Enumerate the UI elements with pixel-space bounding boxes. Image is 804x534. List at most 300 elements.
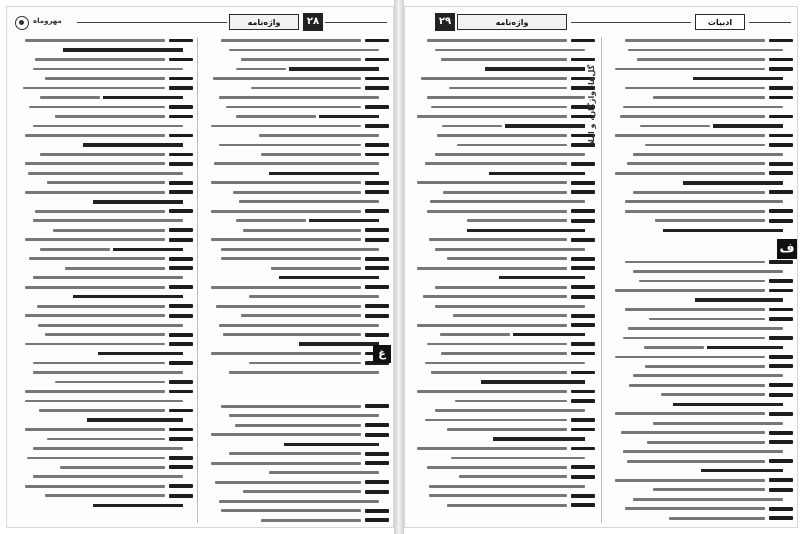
entry-headword [169,77,193,81]
entry-headword [769,355,793,359]
glossary-entry-line [203,94,379,101]
glossary-entry-line [607,363,793,370]
glossary-entry-line [203,160,379,167]
glossary-entry-line [607,268,783,275]
entry-definition-text [33,276,183,279]
entry-definition-text [25,134,165,137]
right-page [404,6,798,528]
entry-headword [769,279,793,283]
entry-definition-text [625,210,765,213]
entry-definition-text [457,144,567,147]
glossary-entry-line [203,422,389,429]
glossary-entry-line [203,403,389,410]
glossary-entry-line [13,388,193,395]
entry-definition-text [211,238,361,241]
glossary-entry-line [607,113,793,120]
glossary-entry-line [413,454,585,461]
entry-definition-text [625,308,765,311]
glossary-entry-line [203,284,389,291]
entry-headword [769,86,793,90]
entry-headword [769,260,793,264]
glossary-entry-line [203,293,379,300]
entry-definition-text [219,144,361,147]
entry-example-text [98,352,183,355]
entry-headword [571,314,595,318]
glossary-entry-line [413,331,585,338]
glossary-entry-line [203,179,389,186]
glossary-entry-line [607,217,793,224]
glossary-entry-line [413,141,595,148]
entry-headword [571,323,595,327]
entry-definition-text [221,405,361,408]
entry-definition-text [40,248,110,251]
entry-definition-text [37,305,165,308]
entry-definition-text [214,162,379,165]
entry-definition-text [425,162,567,165]
glossary-entry-line [413,236,595,243]
entry-headword [769,459,793,463]
entry-example-text [113,248,183,251]
entry-definition-text [38,324,183,327]
entry-definition-text [615,412,765,415]
entry-definition-text [627,460,765,463]
glossary-entry-line [413,179,595,186]
entry-definition-text [221,509,361,512]
entry-headword [769,412,793,416]
glossary-entry-line [13,46,183,53]
glossary-entry-line [413,492,595,499]
entry-definition-text [261,519,361,522]
entry-definition-text [435,409,585,412]
entry-headword [365,518,389,522]
glossary-entry-line [413,37,595,44]
glossary-entry-line [413,435,585,442]
entry-definition-text [55,115,165,118]
entry-headword [769,440,793,444]
entry-definition-text [669,517,765,520]
entry-definition-text [653,422,783,425]
entry-definition-text [615,172,765,175]
entry-headword [571,428,595,432]
glossary-entry-line [203,189,389,196]
glossary-entry-line [203,303,389,310]
glossary-entry-line [413,94,585,101]
glossary-entry-line [13,94,183,101]
entry-headword [169,390,193,394]
entry-headword [571,465,595,469]
entry-definition-text [211,125,361,128]
glossary-entry-line [203,322,379,329]
brand-name: مهروماه [33,17,62,25]
entry-headword [169,181,193,185]
entry-headword [769,308,793,312]
glossary-entry-line [413,227,585,234]
entry-headword [571,162,595,166]
right-page-header [405,13,799,31]
entry-definition-text [47,438,165,441]
entry-definition-text [417,115,567,118]
entry-headword [571,503,595,507]
entry-headword [571,58,595,62]
entry-definition-text [625,507,765,510]
entry-definition-text [236,115,316,118]
entry-example-text [279,276,379,279]
glossary-entry-line [413,274,585,281]
glossary-entry-line [413,445,595,452]
entry-definition-text [29,106,165,109]
entry-headword [365,86,389,90]
glossary-entry-line [13,179,193,186]
entry-example-text [93,504,183,507]
entry-definition-text [628,49,783,52]
glossary-entry-line [203,151,389,158]
glossary-entry-line [203,517,389,523]
entry-headword [365,333,389,337]
glossary-entry-line [203,65,379,72]
entry-definition-text [25,400,183,403]
entry-definition-text [625,39,765,42]
glossary-entry-line [607,315,793,322]
entry-definition-text [431,106,567,109]
glossary-entry-line [413,350,595,357]
glossary-entry-line [203,507,389,514]
entry-definition-text [229,452,361,455]
entry-definition-text [429,494,567,497]
entry-definition-text [627,162,765,165]
entry-headword [169,209,193,213]
entry-definition-text [223,333,361,336]
entry-headword [169,342,193,346]
entry-definition-text [639,280,765,283]
entry-definition-text [271,267,361,270]
entry-headword [769,219,793,223]
glossary-entry-line [13,65,183,72]
glossary-entry-line [607,122,783,129]
entry-definition-text [213,77,361,80]
glossary-entry-line [13,331,193,338]
glossary-entry-line [13,227,193,234]
glossary-entry-line [13,208,193,215]
entry-headword [365,266,389,270]
entry-headword [769,162,793,166]
glossary-entry-line [203,46,379,53]
glossary-entry-line [607,334,793,341]
glossary-entry-line [13,246,183,253]
glossary-entry-line [607,37,793,44]
entry-headword [769,393,793,397]
entry-headword [769,289,793,293]
entry-headword [769,488,793,492]
glossary-entry-line [13,265,193,272]
entry-definition-text [647,441,765,444]
entry-headword [769,115,793,119]
glossary-entry-line [413,293,595,300]
entry-definition-text [25,343,165,346]
entry-definition-text [623,106,783,109]
entry-definition-text [261,153,361,156]
entry-headword [169,428,193,432]
entry-definition-text [455,400,567,403]
glossary-entry-line [413,426,595,433]
entry-headword [769,209,793,213]
entry-definition-text [45,77,165,80]
glossary-entry-line [203,75,389,82]
glossary-entry-line [13,454,193,461]
entry-definition-text [55,381,165,384]
glossary-entry-line [607,46,783,53]
entry-definition-text [615,68,765,71]
entry-definition-text [437,134,567,137]
entry-definition-text [60,466,165,469]
glossary-entry-line [13,407,193,414]
glossary-entry-line [607,401,783,408]
entry-example-text [693,77,783,80]
entry-definition-text [633,191,765,194]
entry-headword [365,480,389,484]
glossary-entry-line [203,265,389,272]
entry-headword [365,77,389,81]
entry-definition-text [241,314,361,317]
entry-definition-text [25,485,165,488]
entry-headword [365,124,389,128]
entry-headword [365,433,389,437]
glossary-entry-line [13,170,183,177]
entry-headword [169,228,193,232]
glossary-entry-line [607,151,783,158]
glossary-entry-line [13,322,183,329]
entry-definition-text [235,424,361,427]
glossary-entry-line [13,255,193,262]
glossary-entry-line [413,198,585,205]
entry-definition-text [429,485,585,488]
entry-definition-text [417,390,567,393]
header-rule [325,22,387,23]
entry-definition-text [625,87,765,90]
entry-definition-text [633,498,783,501]
entry-headword [169,456,193,460]
entry-definition-text [451,457,585,460]
entry-definition-text [442,125,502,128]
entry-definition-text [33,68,183,71]
entry-definition-text [45,333,165,336]
entry-example-text [83,143,183,146]
entry-definition-text [215,481,361,484]
entry-example-text [513,333,585,336]
entry-headword [571,494,595,498]
glossary-entry-line [413,65,585,72]
entry-headword [571,238,595,242]
entry-definition-text [229,414,379,417]
glossary-entry-line [203,488,389,495]
entry-headword [571,390,595,394]
page-title: واژه‌نامه [457,14,567,30]
glossary-entry-line [203,141,389,148]
entry-example-text [485,67,585,70]
entry-headword [365,153,389,157]
entry-headword [769,190,793,194]
entry-headword [571,39,595,43]
entry-definition-text [249,362,361,365]
entry-headword [365,304,389,308]
entry-example-text [481,380,585,383]
entry-definition-text [625,261,765,264]
entry-definition-text [633,153,783,156]
glossary-entry-line [13,113,193,120]
entry-definition-text [219,96,379,99]
glossary-entry-line [607,94,793,101]
entry-definition-text [33,362,165,365]
entry-headword [169,380,193,384]
entry-headword [365,423,389,427]
entry-headword [769,58,793,62]
glossary-entry-line [413,322,595,329]
glossary-entry-line [413,388,595,395]
entry-headword [365,490,389,494]
entry-definition-text [435,305,585,308]
entry-definition-text [211,462,361,465]
glossary-entry-line [203,369,379,376]
entry-definition-text [645,144,765,147]
glossary-entry-line [413,303,585,310]
glossary-entry-line [13,369,183,376]
section-letter-badge: غ [373,345,391,363]
entry-definition-text [211,210,361,213]
glossary-entry-line [413,56,595,63]
glossary-entry-line [203,350,389,357]
glossary-entry-line [607,65,793,72]
entry-definition-text [615,134,765,137]
glossary-entry-line [607,448,783,455]
entry-definition-text [649,318,765,321]
entry-headword [769,383,793,387]
entry-headword [365,509,389,513]
glossary-entry-line [203,341,379,348]
entry-definition-text [251,87,361,90]
entry-definition-text [623,337,765,340]
glossary-entry-line [607,160,793,167]
entry-definition-text [620,115,765,118]
entry-definition-text [644,346,704,349]
glossary-entry-line [13,37,193,44]
glossary-entry-line [13,492,193,499]
glossary-entry-line [607,277,793,284]
glossary-entry-line [203,460,389,467]
section-tab: ادبیات [695,14,745,30]
entry-definition-text [269,471,379,474]
glossary-entry-line [413,407,585,414]
entry-example-text [103,96,183,99]
entry-definition-text [221,39,361,42]
entry-definition-text [221,257,361,260]
entry-definition-text [243,490,361,493]
entry-headword [571,371,595,375]
entry-definition-text [45,494,165,497]
glossary-entry-line [203,359,389,366]
entry-headword [169,361,193,365]
glossary-entry-line [203,227,389,234]
entry-definition-text [25,286,165,289]
entry-definition-text [29,257,165,260]
entry-headword [365,58,389,62]
entry-definition-text [53,229,165,232]
glossary-entry-line [607,486,793,493]
glossary-entry-line [413,397,595,404]
entry-headword [169,484,193,488]
glossary-entry-line [413,46,585,53]
entry-definition-text [425,419,567,422]
entry-definition-text [229,371,379,374]
entry-definition-text [425,362,585,365]
glossary-entry-line [413,170,585,177]
entry-example-text [309,219,379,222]
entry-headword [169,105,193,109]
glossary-entry-line [413,113,595,120]
glossary-entry-line [13,445,183,452]
entry-definition-text [621,431,765,434]
entry-definition-text [637,58,765,61]
entry-headword [169,86,193,90]
entry-definition-text [229,49,379,52]
entry-definition-text [435,153,585,156]
glossary-entry-line [203,378,389,400]
glossary-entry-line [607,420,783,427]
entry-definition-text [33,447,183,450]
glossary-entry-line [413,502,595,509]
entry-headword [169,304,193,308]
entry-headword [169,190,193,194]
glossary-entry-line [413,483,585,490]
entry-headword [571,295,595,299]
glossary-entry-line [607,429,793,436]
glossary-column [413,37,595,523]
glossary-entry-line [13,217,183,224]
glossary-entry-line [607,141,793,148]
glossary-entry-line [203,469,379,476]
glossary-entry-line [13,502,183,509]
glossary-entry-line [607,353,793,360]
column-divider [197,37,198,523]
entry-headword [365,257,389,261]
glossary-entry-line [413,208,595,215]
glossary-column [203,37,389,523]
glossary-entry-line [607,505,793,512]
glossary-entry-line [13,75,193,82]
entry-headword [365,228,389,232]
glossary-entry-line [607,287,793,294]
entry-example-text [707,346,783,349]
glossary-entry-line [13,160,193,167]
glossary-entry-line [607,325,783,332]
entry-example-text [489,172,585,175]
entry-example-text [713,124,783,127]
glossary-entry-line [203,274,379,281]
entry-definition-text [243,229,361,232]
entry-headword [169,153,193,157]
glossary-entry-line [607,258,793,265]
glossary-entry-line [13,122,183,129]
glossary-entry-line [607,477,793,484]
glossary-entry-line [13,483,193,490]
entry-definition-text [211,286,361,289]
glossary-entry-line [607,344,783,351]
glossary-entry-line [413,75,595,82]
glossary-entry-line [607,56,793,63]
entry-definition-text [417,267,567,270]
page-number: ۲۸ [303,13,323,31]
glossary-entry-line [13,378,193,385]
glossary-entry-line [203,498,379,505]
entry-definition-text [219,324,379,327]
